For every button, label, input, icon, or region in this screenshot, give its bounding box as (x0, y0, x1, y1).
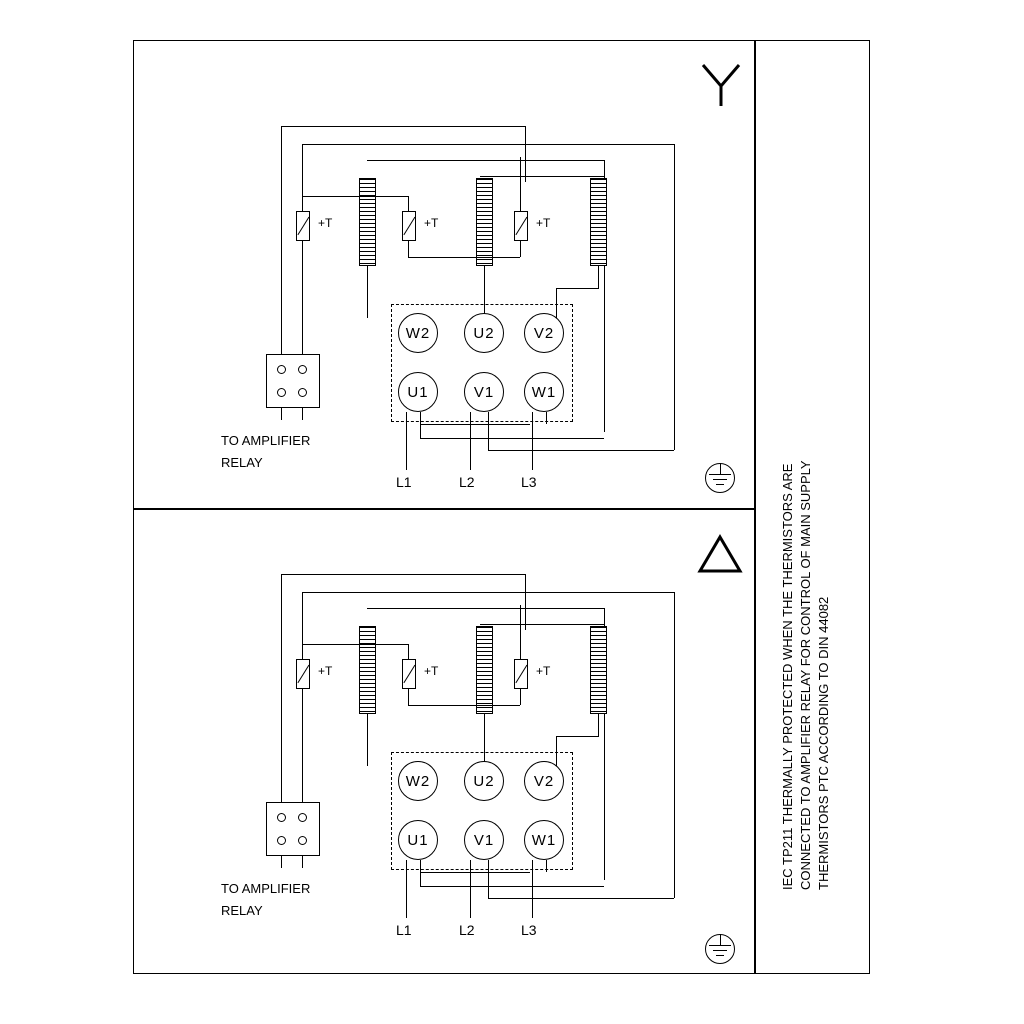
star-point-v-1 (420, 412, 421, 438)
delta-bus-wire-top-1 (281, 574, 525, 575)
connector-tail-2 (302, 408, 303, 420)
bus-wire-top-1 (281, 126, 525, 127)
delta-earth-bar-2 (713, 950, 727, 951)
thermistor-ptc-2 (402, 211, 416, 241)
delta-winding-coil-2 (476, 626, 493, 714)
connector-pin-3 (277, 388, 286, 397)
supply-lead-L3 (532, 412, 533, 470)
delta-amplifier-note-line2: RELAY (221, 903, 263, 918)
delta-connector-pin-1 (277, 813, 286, 822)
star-wye-symbol (698, 60, 744, 108)
delta-thermistor-lead-3-top (520, 644, 521, 660)
delta-winding-coil-1 (359, 626, 376, 714)
supply-lead-L2 (470, 412, 471, 470)
delta-thermistor-chain-right-h (408, 608, 521, 609)
delta-supply-lead-L3 (532, 860, 533, 918)
delta-thermistor-lead-3-bot (520, 689, 521, 705)
thermistor-lead-1-bot (302, 241, 303, 257)
delta-link-v-2 (488, 860, 489, 898)
delta-thermistor-lead-2-bot (408, 689, 409, 705)
panel-divider (133, 508, 755, 510)
delta-triangle-symbol (696, 533, 744, 575)
amplifier-connector-block (266, 354, 320, 408)
delta-bus-wire-top-4 (480, 624, 604, 625)
amplifier-note-line1: TO AMPLIFIER (221, 433, 311, 448)
delta-winding-coil-3 (590, 626, 607, 714)
delta-thermistor-ptc-3 (514, 659, 528, 689)
bus-wire-top-2 (302, 144, 674, 145)
side-note-line3: THERMISTORS PTC ACCORDING TO DIN 44082 (816, 596, 831, 890)
delta-return-wire-right-1 (525, 574, 526, 630)
thermistor-lead-3-bot (520, 241, 521, 257)
delta-coil-lead-3 (598, 714, 599, 736)
delta-thermistor-label-1: +T (318, 664, 333, 678)
delta-amplifier-connector-block (266, 802, 320, 856)
coil-lead-3 (598, 266, 599, 288)
winding-coil-2 (476, 178, 493, 266)
delta-thermistor-ptc-1 (296, 659, 310, 689)
supply-label-L1: L1 (396, 474, 412, 490)
winding-coil-3 (590, 178, 607, 266)
earth-bar-2 (713, 479, 727, 480)
thermistor-link-2 (408, 257, 520, 258)
delta-supply-label-L2: L2 (459, 922, 475, 938)
delta-thermistor-lead-2-top (408, 644, 409, 660)
delta-link-wire-2 (420, 886, 604, 887)
connector-pin-2 (298, 365, 307, 374)
delta-terminal-W2: W2 (398, 761, 438, 801)
coil-lead-3-h (556, 288, 599, 289)
connector-pin-4 (298, 388, 307, 397)
delta-supply-label-L1: L1 (396, 922, 412, 938)
supply-lead-L1 (406, 412, 407, 470)
star-point-wire-2 (420, 438, 604, 439)
delta-thermistor-label-3: +T (536, 664, 551, 678)
delta-supply-label-L3: L3 (521, 922, 537, 938)
delta-thermistor-lead-1-top (302, 644, 303, 660)
terminal-W2: W2 (398, 313, 438, 353)
delta-terminal-U1: U1 (398, 820, 438, 860)
delta-link-v-3 (546, 860, 547, 872)
delta-terminal-V1: V1 (464, 820, 504, 860)
earth-stem (720, 463, 721, 474)
star-point-wire-1 (420, 424, 530, 425)
delta-terminal-W1: W1 (524, 820, 564, 860)
delta-amplifier-lead-left (281, 574, 282, 802)
delta-coil-lead-3-h (556, 736, 599, 737)
side-note-line2: CONNECTED TO AMPLIFIER RELAY FOR CONTROL OF MAIN SUPPLY (798, 460, 813, 890)
delta-thermistor-lead-1-bot (302, 689, 303, 705)
delta-connector-tail-2 (302, 856, 303, 868)
winding-coil-1 (359, 178, 376, 266)
amplifier-note-line2: RELAY (221, 455, 263, 470)
side-note-line1: IEC TP211 THERMALLY PROTECTED WHEN THE THERMISTORS ARE (780, 463, 795, 890)
delta-earth-stem (720, 934, 721, 945)
thermistor-label-1: +T (318, 216, 333, 230)
connector-tail-1 (281, 408, 282, 420)
thermistor-link-1 (302, 196, 408, 197)
delta-coil-lead-1 (367, 714, 368, 766)
amplifier-lead-left (281, 126, 282, 354)
delta-thermistor-link-2 (408, 705, 520, 706)
thermistor-lead-3-top (520, 196, 521, 212)
delta-return-wire-right-2 (674, 592, 675, 898)
terminal-V2: V2 (524, 313, 564, 353)
delta-connector-pin-3 (277, 836, 286, 845)
note-column-divider (754, 40, 756, 974)
star-point-wire-3 (488, 450, 674, 451)
thermistor-lead-2-top (408, 196, 409, 212)
terminal-U2: U2 (464, 313, 504, 353)
delta-thermistor-chain-right (520, 605, 521, 645)
thermistor-label-3: +T (536, 216, 551, 230)
star-point-v-3 (546, 412, 547, 424)
delta-link-wire-1 (420, 872, 530, 873)
delta-earth-bar-1 (709, 945, 731, 946)
delta-link-wire-3 (488, 898, 674, 899)
terminal-W1: W1 (524, 372, 564, 412)
thermistor-chain-right (520, 157, 521, 197)
thermistor-ptc-3 (514, 211, 528, 241)
delta-amplifier-note-line1: TO AMPLIFIER (221, 881, 311, 896)
delta-thermistor-label-2: +T (424, 664, 439, 678)
delta-supply-lead-L2 (470, 860, 471, 918)
delta-bus-wire-top-2 (302, 592, 674, 593)
supply-label-L2: L2 (459, 474, 475, 490)
return-wire-right-1 (525, 126, 526, 182)
delta-connector-tail-1 (281, 856, 282, 868)
thermistor-ptc-1 (296, 211, 310, 241)
delta-terminal-U2: U2 (464, 761, 504, 801)
delta-link-v-1 (420, 860, 421, 886)
delta-earth-bar-3 (716, 955, 724, 956)
delta-thermistor-link-1 (302, 644, 408, 645)
coil-lead-1 (367, 266, 368, 318)
delta-connector-pin-4 (298, 836, 307, 845)
delta-terminal-V2: V2 (524, 761, 564, 801)
delta-connector-pin-2 (298, 813, 307, 822)
terminal-U1: U1 (398, 372, 438, 412)
thermistor-lead-1-top (302, 196, 303, 212)
terminal-V1: V1 (464, 372, 504, 412)
delta-supply-lead-L1 (406, 860, 407, 918)
bus-wire-top-4 (480, 176, 604, 177)
earth-bar-3 (716, 484, 724, 485)
supply-label-L3: L3 (521, 474, 537, 490)
thermistor-label-2: +T (424, 216, 439, 230)
thermistor-chain-right-h (408, 160, 521, 161)
connector-pin-1 (277, 365, 286, 374)
delta-thermistor-ptc-2 (402, 659, 416, 689)
earth-bar-1 (709, 474, 731, 475)
thermistor-lead-2-bot (408, 241, 409, 257)
return-wire-right-2 (674, 144, 675, 450)
star-point-v-2 (488, 412, 489, 450)
